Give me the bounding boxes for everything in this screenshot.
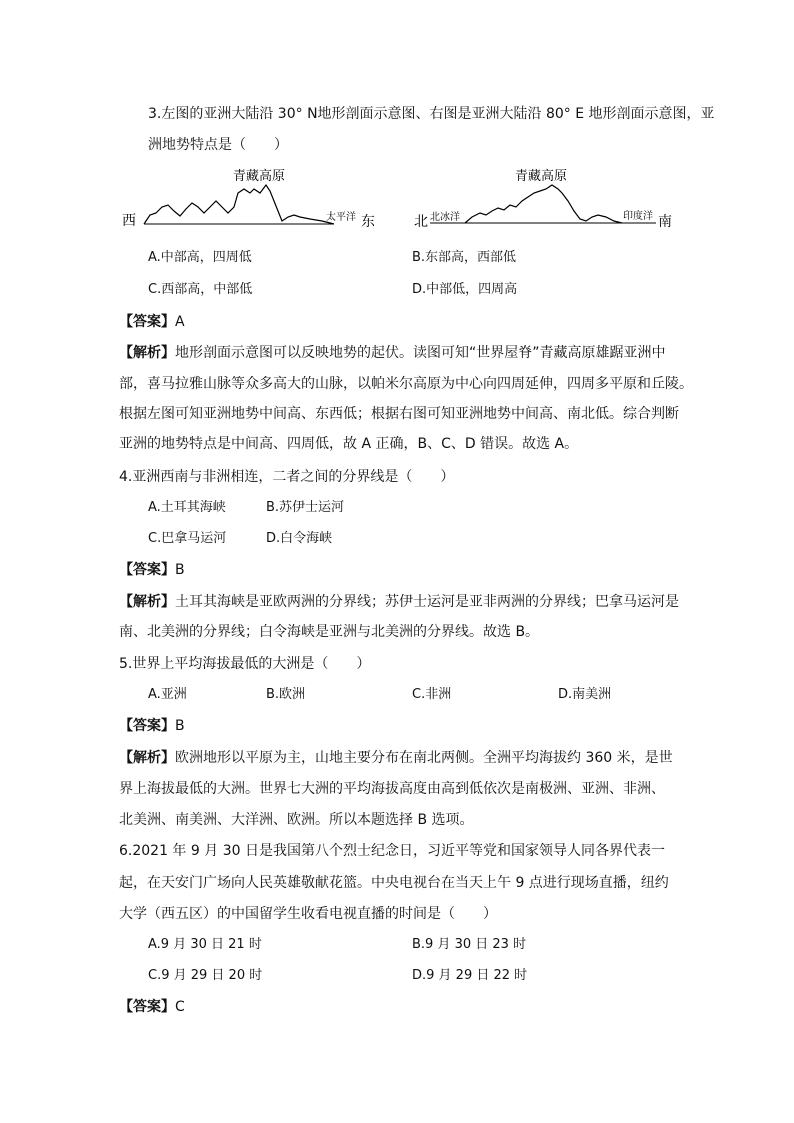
q3-option-d[interactable]: D.中部低，四周高 [412, 282, 518, 297]
q5-answer-value: B [175, 718, 185, 734]
q5-analysis-text1: 欧洲地形以平原为主，山地主要分布在南北两侧。全洲平均海拔约 360 米，是世 [175, 750, 673, 766]
q4-option-a[interactable]: A.土耳其海峡 [148, 500, 226, 515]
q5-analysis-line1 [119, 748, 673, 768]
q3-left-profile-diagram [118, 163, 378, 235]
q5-analysis-line3: 北美洲、南美洲、大洋洲、欧洲。所以本题选择 B 选项。 [119, 812, 474, 828]
q3-left-terrain-line [144, 185, 334, 224]
q5-answer-label: 【答案】 [119, 718, 175, 734]
q4-stem: 4.亚洲西南与非洲相连，二者之间的分界线是（ ） [119, 469, 455, 485]
q6-option-b[interactable]: B.9 月 30 日 23 时 [412, 937, 527, 952]
q3-right-ocean-south-label: 印度洋 [623, 211, 653, 222]
q3-left-east-label: 东 [361, 214, 375, 230]
q3-right-ocean-north-label: 北冰洋 [430, 212, 460, 223]
q3-answer-value: A [175, 314, 185, 330]
q3-analysis-line3: 根据左图可知亚洲地势中间高、东西低；根据右图可知亚洲地势中间高、南北低。综合判断 [119, 406, 679, 422]
q6-stem-line2: 起，在天安门广场向人民英雄敬献花篮。中央电视台在当天上午 9 点进行现场直播，纽约 [119, 875, 669, 891]
q3-option-c[interactable]: C.西部高，中部低 [148, 282, 253, 297]
q5-option-b[interactable]: B.欧洲 [266, 687, 306, 702]
q3-right-title: 青藏高原 [515, 169, 568, 184]
q3-right-north-label: 北 [414, 214, 428, 230]
q6-answer [119, 997, 185, 1017]
q5-option-c[interactable]: C.非洲 [412, 687, 452, 702]
q6-stem-line1: 6.2021 年 9 月 30 日是我国第八个烈士纪念日，习近平等党和国家领导人同各界代表一 [119, 843, 665, 859]
q5-stem: 5.世界上平均海拔最低的大洲是（ ） [119, 656, 371, 672]
q3-option-b[interactable]: B.东部高，西部低 [412, 250, 517, 265]
q4-analysis-label: 【解析】 [119, 594, 175, 610]
q3-answer [119, 312, 185, 332]
q3-analysis-label: 【解析】 [119, 345, 175, 361]
q5-option-a[interactable]: A.亚洲 [148, 687, 187, 702]
q3-right-terrain-line [465, 185, 622, 223]
q5-analysis-label: 【解析】 [119, 750, 175, 766]
q3-analysis-line2: 部，喜马拉雅山脉等众多高大的山脉，以帕米尔高原为中心向四周延伸，四周多平原和丘陵。 [119, 376, 693, 392]
q6-stem-line3: 大学（西五区）的中国留学生收看电视直播的时间是（ ） [119, 906, 497, 922]
q3-stem-line1: 3.左图的亚洲大陆沿 30° N地形剖面示意图、右图是亚洲大陆沿 80° E 地形剖面示意图，亚 [148, 106, 715, 122]
q6-option-a[interactable]: A.9 月 30 日 21 时 [148, 937, 262, 952]
q4-analysis-line1 [119, 592, 679, 612]
q3-option-a[interactable]: A.中部高，四周低 [148, 250, 252, 265]
q6-answer-label: 【答案】 [119, 999, 175, 1015]
q6-option-d[interactable]: D.9 月 29 日 22 时 [412, 968, 528, 983]
q3-analysis-line1 [119, 343, 666, 363]
q3-analysis-text1: 地形剖面示意图可以反映地势的起伏。读图可知“世界屋脊”青藏高原雄踞亚洲中 [175, 345, 666, 361]
q3-left-ocean-label: 太平洋 [326, 212, 356, 223]
q4-option-d[interactable]: D.白令海峡 [266, 531, 333, 546]
q6-answer-value: C [175, 999, 185, 1015]
q3-stem-line2: 洲地势特点是（ ） [148, 137, 288, 153]
q3-answer-label: 【答案】 [119, 314, 175, 330]
q4-analysis-line2: 南、北美洲的分界线；白令海峡是亚洲与北美洲的分界线。故选 B。 [119, 624, 540, 640]
q3-left-title: 青藏高原 [233, 169, 286, 184]
q3-right-profile-diagram [410, 163, 674, 235]
q4-answer-value: B [175, 562, 185, 578]
q6-option-c[interactable]: C.9 月 29 日 20 时 [148, 968, 263, 983]
q3-analysis-line4: 亚洲的地势特点是中间高、四周低，故 A 正确，B、C、D 错误。故选 A。 [119, 436, 579, 452]
q5-analysis-line2: 界上海拔最低的大洲。世界七大洲的平均海拔高度由高到低依次是南极洲、亚洲、非洲、 [119, 781, 665, 797]
q4-option-b[interactable]: B.苏伊士运河 [266, 500, 345, 515]
q4-answer-label: 【答案】 [119, 562, 175, 578]
q4-option-c[interactable]: C.巴拿马运河 [148, 531, 227, 546]
q5-answer [119, 716, 185, 736]
q3-right-south-label: 南 [658, 214, 672, 230]
q4-analysis-text1: 土耳其海峡是亚欧两洲的分界线；苏伊士运河是亚非两洲的分界线；巴拿马运河是 [175, 594, 679, 610]
q3-left-west-label: 西 [122, 213, 136, 229]
q5-option-d[interactable]: D.南美洲 [558, 687, 612, 702]
q4-answer [119, 560, 185, 580]
